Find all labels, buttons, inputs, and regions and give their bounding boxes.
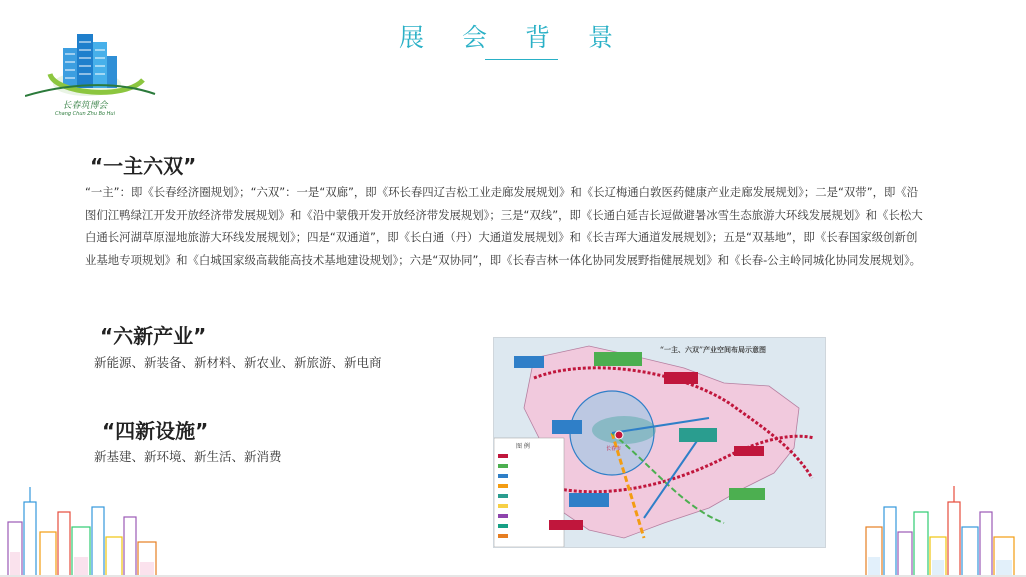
center-zone <box>592 416 656 444</box>
section-body-yizhu-liushuang: “一主”：即《长春经济圈规划》；“六双”：一是“双廊”，即《环长春四辽吉松工业走廊发展规划》和《长辽梅通白敦医药健康产业走廊发展规划》；二是“双带”，即《沿图们江鸭绿江开发开放经济带发展规划》和《沿中蒙俄开发开放经济带发展规划》；三是“双线”，即《长通白延吉长逗做避暑冰雪生态旅游大环线发展规划》和《长松大白通长河湖草原湿地旅游大环线发展规划》；四是“双通道”，即《长白通（丹）大通道发展规划》和《长吉珲大通道发展规划》；五是“双基地”，即《长春国家级创新创业基地专项规划》和《白城国家级高载能高技术基地建设规划》；六是“双协同”，即《长春吉林一体化协同发展野指健展规划》和《长春-公主岭同城化协同发展规划》。 <box>85 185 923 267</box>
logo-buildings-icon <box>25 28 160 100</box>
logo-name: 长春筑博会 <box>62 101 108 111</box>
logo <box>25 28 160 123</box>
legend-title: 图 例 <box>516 443 530 450</box>
section-heading-sixin-sheshi: “四新设施” <box>102 419 209 443</box>
changchun-marker <box>615 431 623 439</box>
changchun-label: 长春市 <box>606 446 622 452</box>
skyline-left-decoration <box>0 482 165 577</box>
logo-pinyin: Chang Chun Zhu Bo Hui <box>55 111 115 117</box>
map-caption: “一主、六双”产业空间布局示意图 <box>660 345 767 354</box>
skyline-right-decoration <box>860 482 1026 577</box>
layout-map <box>493 337 826 548</box>
page-title: 展会背景 <box>398 23 651 52</box>
section-text-liuxin-chanye: 新能源、新装备、新材料、新农业、新旅游、新电商 <box>94 355 382 370</box>
section-text-sixin-sheshi: 新基建、新环境、新生活、新消费 <box>94 449 282 464</box>
title-underline <box>485 59 558 60</box>
section-heading-yizhu-liushuang: “一主六双” <box>90 154 197 178</box>
province-map-graphic <box>494 338 825 547</box>
legend-swatches <box>498 454 508 538</box>
section-heading-liuxin-chanye: “六新产业” <box>100 324 207 348</box>
